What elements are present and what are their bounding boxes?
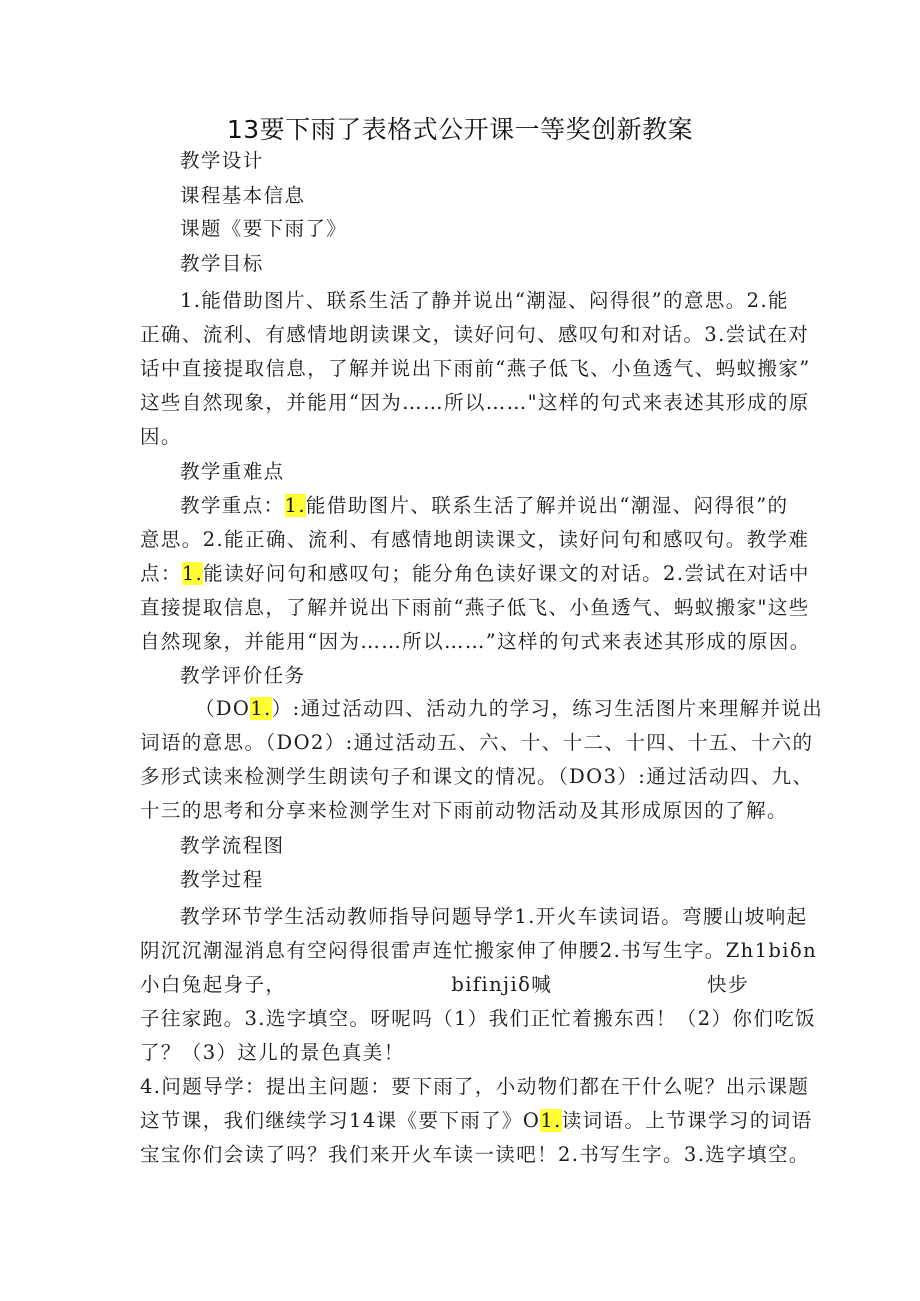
keypoints-text: 能读好问句和感叹句；能分角色读好课文的对话。2.尝试在对话中 <box>203 562 810 585</box>
heading-teaching-design: 教学设计 <box>180 149 264 172</box>
process-text: 小白兔起身子， <box>140 973 287 996</box>
heading-course-info: 课程基本信息 <box>180 184 306 207</box>
process-line: 了？（3）这儿的景色真美！ <box>140 1041 405 1064</box>
process-line <box>140 1106 813 1136</box>
objectives-line: 话中直接提取信息，了解并说出下雨前“燕子低飞、小鱼透气、蚂蚁搬家” <box>140 357 811 380</box>
evaluation-text: ）:通过活动四、活动九的学习，练习生活图片来理解并说出 <box>271 697 824 720</box>
highlight-mark: 1. <box>540 1109 562 1132</box>
heading-process: 教学过程 <box>180 868 264 891</box>
evaluation-line: 多形式读来检测学生朗读句子和课文的情况。（DO3）:通过活动四、九、 <box>140 765 814 788</box>
process-line: 宝宝你们会读了吗？我们来开火车读一读吧！2.书写生字。3.选字填空。 <box>140 1143 810 1166</box>
page-title: 13要下雨了表格式公开课一等奖创新教案 <box>226 115 694 144</box>
keypoints-text: 能借助图片、联系生活了解并说出“潮湿、闷得很”的 <box>305 494 789 517</box>
keypoints-line: 意思。2.能正确、流利、有感情地朗读课文，读好问句和感叹句。教学难 <box>140 528 810 551</box>
heading-evaluation: 教学评价任务 <box>180 664 306 687</box>
keypoints-line <box>140 559 810 589</box>
keypoints-line <box>180 491 788 521</box>
keypoints-label: 点： <box>140 562 182 585</box>
process-text: bifinjiδ喊 <box>451 973 553 996</box>
process-line: 阴沉沉潮湿消息有空闷得很雷声连忙搬家伸了伸腰2.书写生字。Zh1biδn <box>140 939 818 962</box>
evaluation-label: （DO <box>195 697 251 720</box>
process-text: 这节课，我们继续学习14课《要下雨了》O <box>140 1109 541 1132</box>
process-text: 读词语。上节课学习的词语 <box>561 1109 813 1132</box>
keypoints-line: 直接提取信息，了解并说出下雨前“燕子低飞、小鱼透气、蚂蚁搬家"这些 <box>140 596 810 619</box>
heading-key-points: 教学重难点 <box>180 460 285 483</box>
highlight-mark: 1. <box>181 562 204 585</box>
keypoints-label: 教学重点： <box>180 494 285 517</box>
process-text: 快步 <box>707 973 749 996</box>
process-line: 教学环节学生活动教师指导问题导学1.开火车读词语。弯腰山坡响起 <box>180 905 808 928</box>
process-line: 4.问题导学：提出主问题：要下雨了，小动物们都在干什么呢？出示课题 <box>140 1075 810 1098</box>
heading-lesson-topic: 课题《要下雨了》 <box>180 217 348 240</box>
process-line <box>140 970 749 1000</box>
evaluation-line <box>195 694 823 724</box>
objectives-line: 因。 <box>140 425 182 448</box>
objectives-line: 1.能借助图片、联系生活了静并说出“潮湿、闷得很”的意思。2.能 <box>180 289 789 312</box>
keypoints-line: 自然现象，并能用“因为……所以……”这样的句式来表述其形成的原因。 <box>140 630 811 653</box>
objectives-line: 正确、流利、有感情地朗读课文，读好问句、感叹句和对话。3.尝试在对 <box>140 323 810 346</box>
heading-flowchart: 教学流程图 <box>180 834 285 857</box>
evaluation-line: 词语的意思。（DO2）:通过活动五、六、十、十二、十四、十五、十六的 <box>140 731 814 754</box>
objectives-line: 这些自然现象，并能用“因为……所以……"这样的句式来表述其形成的原 <box>140 391 810 414</box>
highlight-mark: 1. <box>284 494 306 517</box>
process-line: 子往家跑。3.选字填空。呀呢吗（1）我们正忙着搬东西！（2）你们吃饭 <box>140 1007 817 1030</box>
evaluation-line: 十三的思考和分享来检测学生对下雨前动物活动及其形成原因的了解。 <box>140 799 788 822</box>
heading-objectives: 教学目标 <box>180 252 264 275</box>
highlight-mark: 1. <box>250 697 272 720</box>
